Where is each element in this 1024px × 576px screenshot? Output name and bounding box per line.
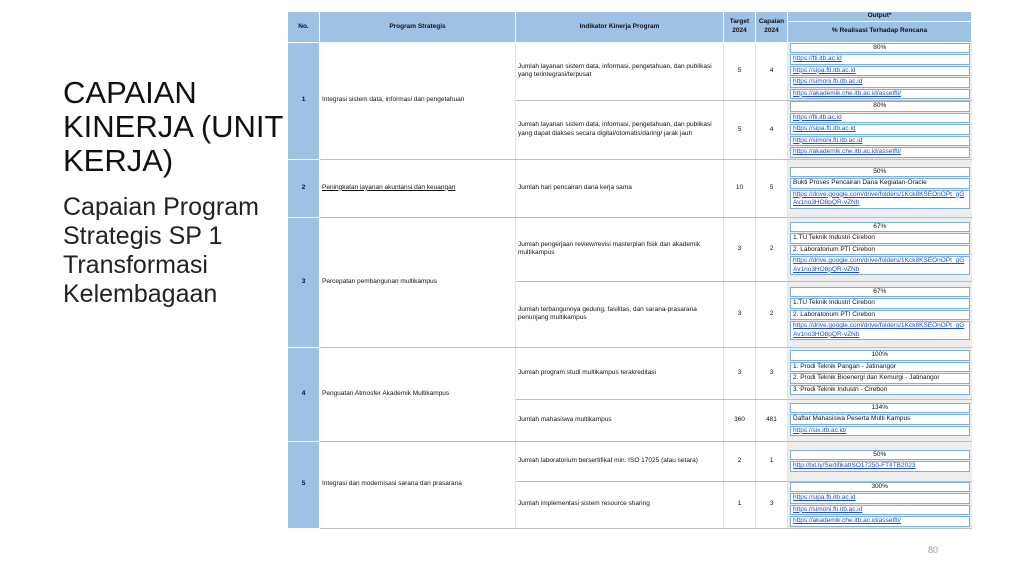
output-item: 1.TU Teknik Industri Cirebon [790, 298, 970, 309]
output-link[interactable]: https://akademik.che.itb.ac.id/assetfti/ [793, 148, 902, 155]
header-capaian: Capaian 2024 [756, 12, 788, 43]
indicator-text: Jumlah mahasiswa multikampus [516, 399, 724, 441]
program-name [320, 42, 516, 159]
program-name [320, 441, 516, 528]
output-cell [788, 481, 972, 528]
program-name[interactable] [320, 159, 516, 217]
output-link[interactable]: https://simoni.fti.itb.ac.id [793, 505, 863, 513]
program-label: Peningkatan layanan akuntansi dan keuangan [322, 183, 456, 191]
target-value: 3 [724, 217, 756, 281]
table-row [288, 42, 972, 101]
output-cell [788, 347, 972, 399]
table-row [288, 441, 972, 481]
output-cell [788, 399, 972, 441]
output-link-box [790, 136, 970, 147]
output-link-box [790, 461, 970, 472]
output-item: Bukti Proses Pencairan Dana Kegiatan-Oracle [790, 178, 970, 189]
realization-percent: 300% [790, 482, 970, 493]
output-link-box [790, 66, 970, 77]
output-link[interactable]: https://drive.google.com/drive/folders/1Kck8KSEOnOPt_gGAv1no3HO8pQR-vZNb [793, 257, 965, 273]
output-link[interactable]: https://sipa.fti.itb.ac.id [793, 125, 856, 132]
output-link[interactable]: http://bit.ly/SertifikatISO17250-FTIITB2023 [793, 462, 916, 469]
target-value: 2 [724, 441, 756, 481]
output-link-box [790, 77, 970, 88]
output-link-box [790, 124, 970, 135]
output-link[interactable]: https://simoni.fti.itb.ac.id [793, 78, 863, 85]
indicator-text: Jumlah laboratorium bersertifikat min. ISO 17025 (atau setara) [516, 441, 724, 481]
capaian-value: 3 [756, 347, 788, 399]
target-value: 1 [724, 481, 756, 528]
capaian-value: 5 [756, 159, 788, 217]
header-output: Output* [788, 12, 972, 22]
capaian-value: 4 [756, 101, 788, 160]
indicator-text: Jumlah program studi multikampus terakreditasi [516, 347, 724, 399]
output-cell [788, 281, 972, 347]
program-name [320, 347, 516, 441]
output-item: 3. Prodi Teknik Industri - Cirebon [790, 385, 970, 396]
capaian-value: 1 [756, 441, 788, 481]
output-cell [788, 217, 972, 281]
slide-subtitle: Capaian Program Strategis SP 1 Transformasi Kelembagaan [63, 193, 259, 308]
output-link[interactable]: https://drive.google.com/drive/folders/1Kck8KSEOnOPt_gGAv1no3HO8pQR-vZNb [793, 322, 965, 338]
output-link[interactable]: https://sipa.fti.itb.ac.id [793, 66, 856, 74]
output-link-box [790, 113, 970, 124]
realization-percent: 80% [790, 43, 970, 54]
capaian-value: 2 [756, 217, 788, 281]
header-target: Target 2024 [724, 12, 756, 43]
table-row [288, 159, 972, 217]
output-link-box [790, 505, 970, 516]
program-label: Penguatan Atmosfer Akademik Multikampus [322, 389, 450, 397]
program-table [287, 11, 971, 524]
output-link[interactable]: https://akademik.che.itb.ac.id/assetfti/ [793, 517, 902, 524]
target-value: 360 [724, 399, 756, 441]
output-cell [788, 42, 972, 101]
output-link-box [790, 493, 970, 504]
indicator-text: Jumlah implementasi sistem resource sharing [516, 481, 724, 528]
capaian-value: 3 [756, 481, 788, 528]
output-link-box [790, 190, 970, 209]
output-link-box [790, 89, 970, 100]
indicator-text: Jumlah layanan sistem data, informasi, pengetahuan, dan publikasi yang dapat diakses secara digital/otomatis/daring/ jarak jauh [516, 101, 724, 160]
row-number: 4 [288, 347, 320, 441]
capaian-value: 4 [756, 42, 788, 101]
table-row [288, 217, 972, 281]
output-item: Daftar Mahasiswa Peserta Multi Kampus [790, 414, 970, 425]
realization-percent: 134% [790, 403, 970, 414]
output-link[interactable]: https://simoni.fti.itb.ac.id [793, 136, 863, 144]
header-no: No. [288, 12, 320, 43]
capaian-value: 481 [756, 399, 788, 441]
output-link[interactable]: https://drive.google.com/drive/folders/1Kck8KSEOnOPt_gGAv1no3HO8pQR-vZNb [793, 190, 965, 206]
program-label: Percepatan pembangunan multikampus [322, 277, 437, 285]
output-link-box [790, 256, 970, 275]
realization-percent: 67% [790, 222, 970, 233]
target-value: 5 [724, 42, 756, 101]
program-name [320, 217, 516, 347]
row-number: 2 [288, 159, 320, 217]
table-row [288, 347, 972, 399]
indicator-text: Jumlah hari pencairan dana kerja sama [516, 159, 724, 217]
indicator-text: Jumlah layanan sistem data, informasi, pengetahuan, dan publikasi yang terintegrasi/terpusat [516, 42, 724, 101]
realization-percent: 80% [790, 101, 970, 112]
output-link[interactable]: https://akademik.che.itb.ac.id/assetfti/ [793, 89, 902, 97]
capaian-value: 2 [756, 281, 788, 347]
output-item: 1. Prodi Teknik Pangan - Jatinangor [790, 362, 970, 373]
output-link-box [790, 321, 970, 340]
output-cell [788, 159, 972, 217]
indicator-text: Jumlah terbangunnya gedung, fasilitas, dan sarana-prasarana penunjang multikampus [516, 281, 724, 347]
output-item: 1.TU Teknik Industri Cirebon [790, 233, 970, 244]
output-link[interactable]: https://sipa.fti.itb.ac.id [793, 494, 856, 501]
header-output-sub: % Realisasi Terhadap Rencana [788, 21, 972, 42]
output-link[interactable]: https://six.itb.ac.id/ [793, 426, 847, 434]
output-cell [788, 101, 972, 160]
realization-percent: 67% [790, 287, 970, 298]
output-link-box [790, 147, 970, 158]
output-cell [788, 441, 972, 481]
output-link[interactable]: https://fti.itb.ac.id [793, 113, 842, 121]
slide-title: CAPAIAN KINERJA (UNIT KERJA) [63, 75, 283, 178]
program-label: Integrasi dan modernisasi sarana dan prasarana [322, 480, 462, 488]
output-link[interactable]: https://fti.itb.ac.id [793, 55, 842, 62]
indicator-text: Jumlah pengerjaan review/revisi masterplan fisik dan akademik multikampus [516, 217, 724, 281]
output-link-box [790, 426, 970, 437]
row-number: 3 [288, 217, 320, 347]
target-value: 10 [724, 159, 756, 217]
header-program: Program Strategis [320, 12, 516, 43]
page-number: 80 [928, 545, 939, 555]
output-item: 2. Prodi Teknik Bioenergi dan Kemurgi - Jatinangor [790, 373, 970, 384]
target-value: 3 [724, 347, 756, 399]
output-item: 2. Laboratorium PTI Cirebon [790, 310, 970, 321]
row-number: 5 [288, 441, 320, 528]
row-number: 1 [288, 42, 320, 159]
output-link-box [790, 516, 970, 527]
realization-percent: 50% [790, 450, 970, 461]
realization-percent: 50% [790, 167, 970, 178]
target-value: 3 [724, 281, 756, 347]
realization-percent: 100% [790, 350, 970, 361]
header-indicator: Indikator Kinerja Program [516, 12, 724, 43]
target-value: 5 [724, 101, 756, 160]
output-item: 2. Laboratorium PTI Cirebon [790, 245, 970, 256]
program-label: Integrasi sistem data, informasi dan pengetahuan [322, 96, 465, 104]
output-link-box [790, 54, 970, 65]
